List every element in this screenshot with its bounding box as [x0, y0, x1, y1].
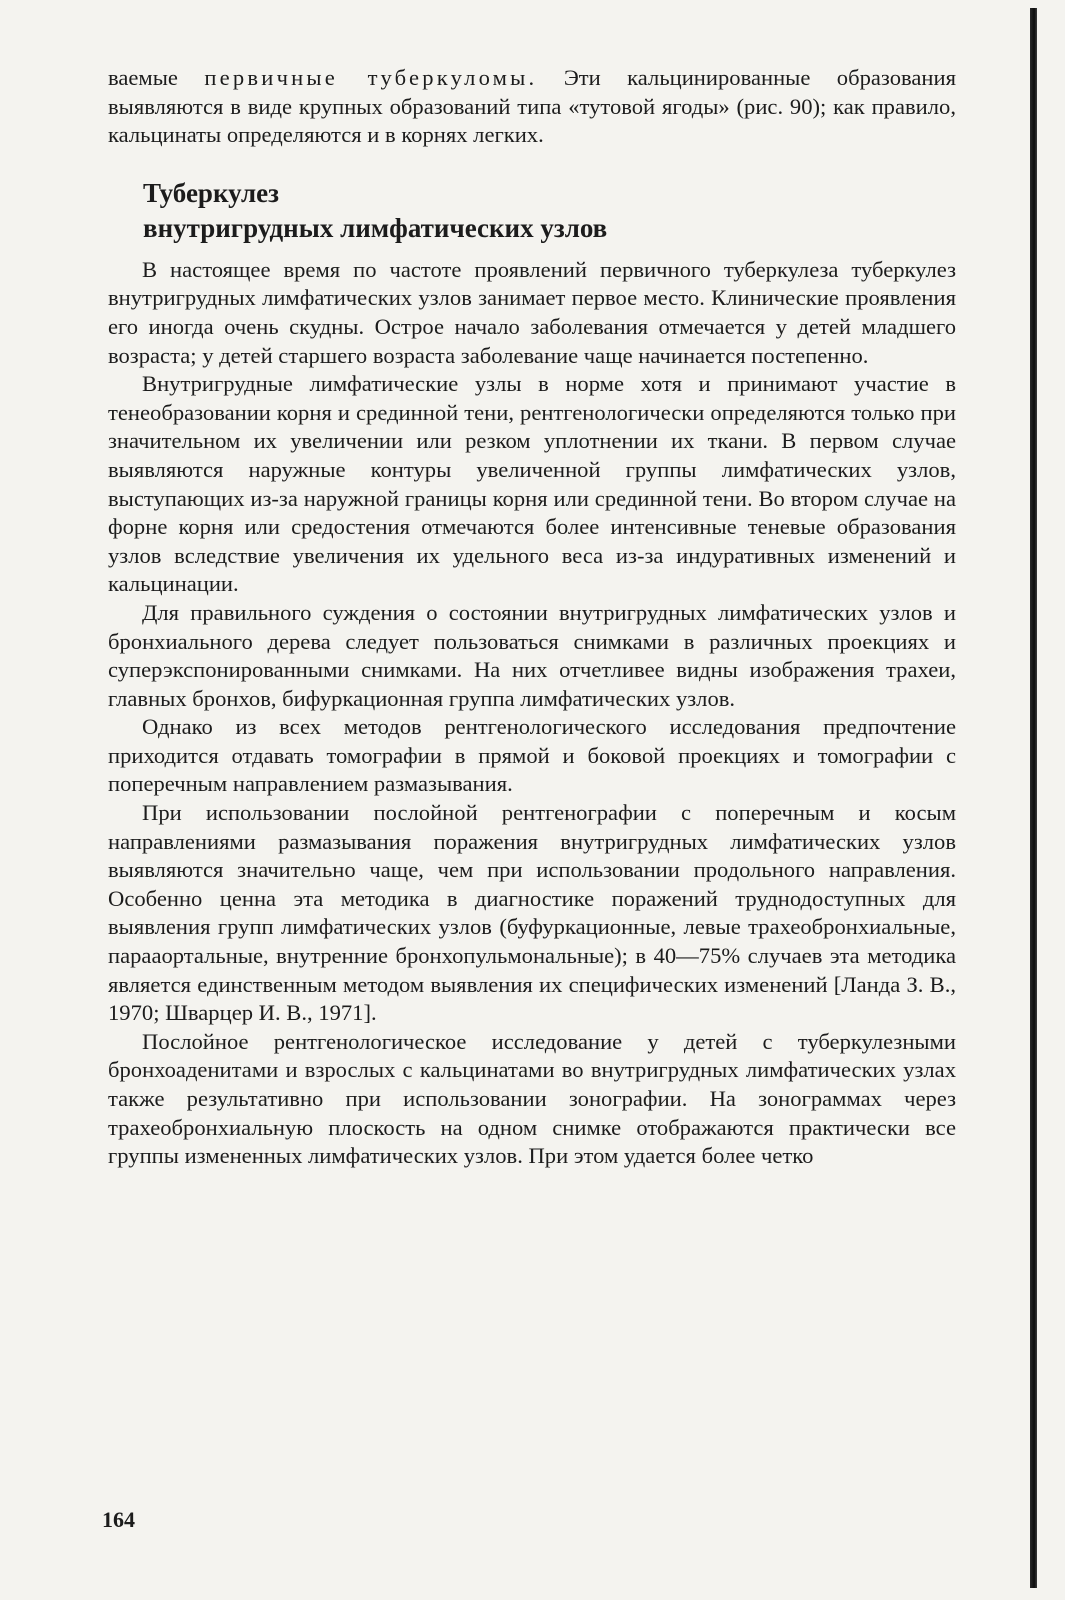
continuation-lead: ваемые: [108, 65, 205, 90]
section-heading-line-2: внутригрудных лимфатических узлов: [143, 212, 608, 243]
paragraph-5: При использовании послойной рентгенографии с поперечным и косым направлениями размазывания поражения внутригрудных лимфатических узлов выявляются значительно чаще, чем при использовании продольного направления. Особенно ценна эта методика в диагностике поражений труднодоступных для выявления групп лимфатических узлов (буфуркационные, левые трахеобронхиальные, парааортальные, внутренние бронхопульмональные); в 40—75% случаев эта методика является единственным методом выявления их специфических изменений [Ланда З. В., 1970; Шварцер И. В., 1971].: [108, 800, 956, 1026]
spaced-term: первичные туберкуломы.: [204, 65, 538, 90]
book-spine-shadow: [1030, 8, 1037, 1588]
page-number: 164: [102, 1507, 135, 1532]
section-heading: [143, 176, 956, 246]
paragraph-6: Послойное рентгенологическое исследование у детей с туберкулезными бронхоаденитами и взрослых с кальцинатами во внутригрудных лимфатических узлах также результативно при использовании зонографии. На зонограммах через трахеобронхиальную плоскость на одном снимке отображаются практически все группы измененных лимфатических узлов. При этом удается более четко: [108, 1028, 956, 1169]
page-body: [108, 64, 956, 1171]
paragraph-2: Внутригрудные лимфатические узлы в норме хотя и принимают участие в тенеобразовании корня и срединной тени, рентгенологически определяются только при значительном их увеличении или резком уплотнении их ткани. В первом случае выявляются наружные контуры увеличенной группы лимфатических узлов, выступающих из-за наружной границы корня или срединной тени. Во втором случае на форне корня или средостения отмечаются более интенсивные теневые образования узлов вследствие увеличения их удельного веса из-за индуративных изменений и кальцинации.: [108, 371, 956, 597]
continuation-rest: Эти кальцинированные образования выявляются в виде крупных образований типа «тутовой ягоды» (рис. 90); как правило, кальцинаты определяются и в корнях легких.: [108, 65, 956, 148]
paragraph-1: В настоящее время по частоте проявлений первичного туберкулеза туберкулез внутригрудных лимфатических узлов занимает первое место. Клинические проявления его иногда очень скудны. Острое начало заболевания отмечается у детей младшего возраста; у детей старшего возраста заболевание чаще начинается постепенно.: [108, 256, 956, 368]
continuation-paragraph: [108, 64, 956, 150]
paragraph-3: Для правильного суждения о состоянии внутригрудных лимфатических узлов и бронхиального дерева следует пользоваться снимками в различных проекциях и суперэкспонированными снимками. На них отчетливее видны изображения трахеи, главных бронхов, бифуркационная группа лимфатических узлов.: [108, 599, 956, 711]
section-heading-line-1: Туберкулез: [143, 177, 279, 208]
paragraph-4: Однако из всех методов рентгенологического исследования предпочтение приходится отдавать томографии в прямой и боковой проекциях и томографии с поперечным направлением размазывания.: [108, 714, 956, 797]
